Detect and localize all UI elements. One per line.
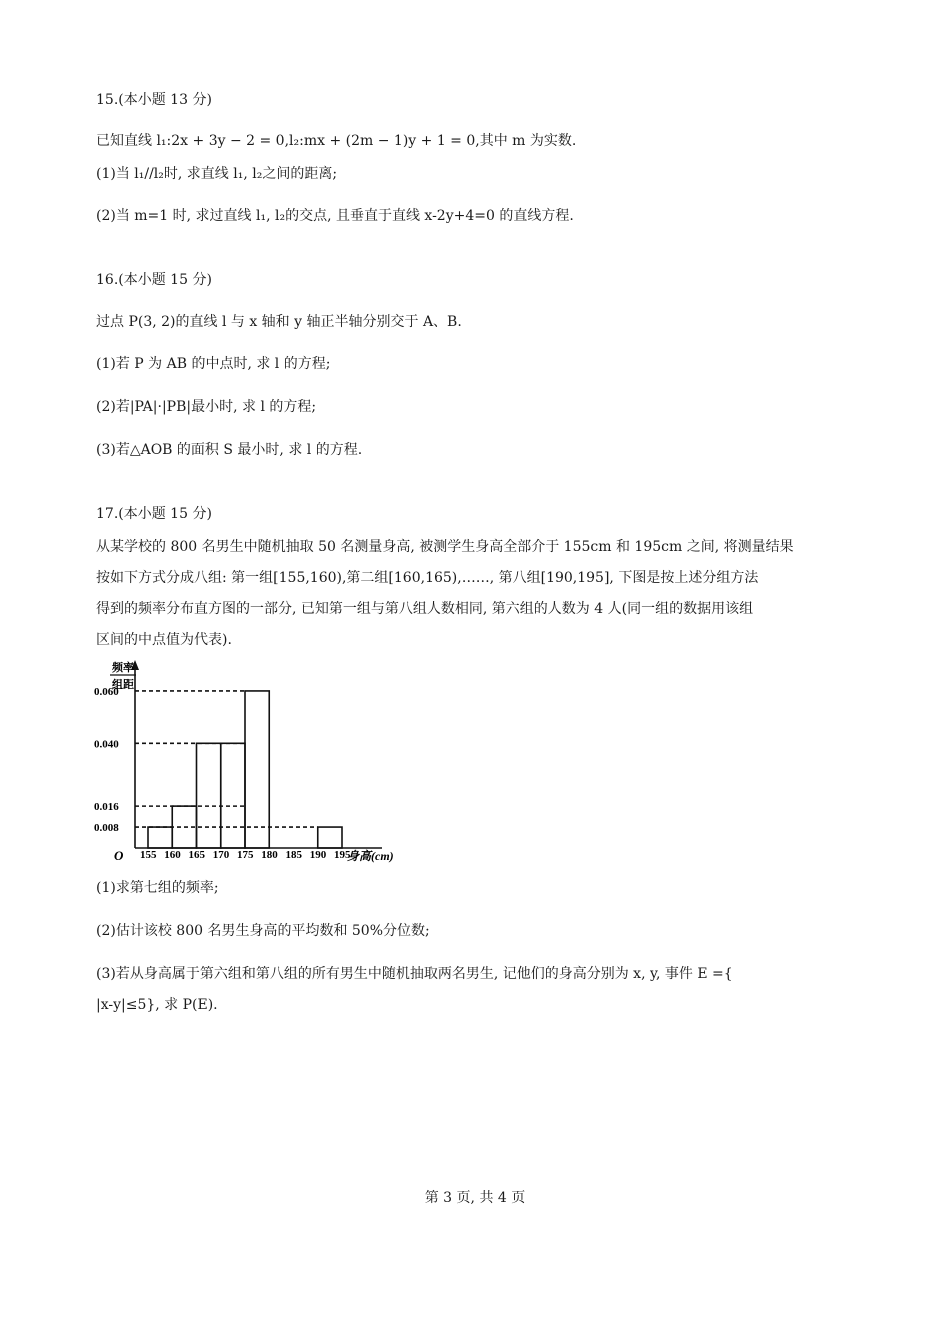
x-tick-label: 165: [188, 849, 205, 861]
x-tick-label: 155: [140, 849, 157, 861]
q16-part2: (2)若|PA|·|PB|最小时, 求 l 的方程;: [96, 399, 317, 415]
q16-header: 16.(本小题 15 分): [96, 272, 212, 288]
q15-part1: (1)当 l₁//l₂时, 求直线 l₁, l₂之间的距离;: [96, 166, 338, 182]
frequency-histogram: [92, 658, 412, 870]
q17-part2: (2)估计该校 800 名男生身高的平均数和 50%分位数;: [96, 923, 430, 939]
y-tick-label: 0.008: [94, 822, 119, 835]
histogram-bar: [318, 827, 342, 848]
q15-part2: (2)当 m=1 时, 求过直线 l₁, l₂的交点, 且垂直于直线 x-2y+4=0 的直线方程.: [96, 208, 574, 224]
q16-stem: 过点 P(3, 2)的直线 l 与 x 轴和 y 轴正半轴分别交于 A、B.: [96, 314, 462, 330]
y-label-top: 频率: [112, 662, 134, 674]
histogram-bar: [197, 743, 221, 848]
x-tick-label: 175: [237, 849, 254, 861]
x-tick-label: 190: [309, 849, 327, 861]
q17-stem-line3: 得到的频率分布直方图的一部分, 已知第一组与第八组人数相同, 第六组的人数为 4 人(同一组的数据用该组: [96, 601, 754, 617]
x-axis-label: 身高(cm): [347, 849, 394, 863]
x-tick-label: 160: [164, 849, 181, 861]
x-tick-label: 185: [285, 849, 302, 861]
q15-header: 15.(本小题 13 分): [96, 92, 212, 108]
x-tick-label: 195: [334, 849, 351, 861]
histogram-bar: [245, 691, 269, 848]
y-tick-label: 0.040: [94, 738, 119, 751]
q17-part3-line2: |x-y|≤5}, 求 P(E).: [96, 997, 218, 1013]
x-tick-label: 180: [261, 849, 278, 861]
q17-header: 17.(本小题 15 分): [96, 506, 212, 522]
page-footer: 第 3 页, 共 4 页: [424, 1190, 526, 1206]
q17-part1: (1)求第七组的频率;: [96, 880, 219, 896]
q16-part3: (3)若△AOB 的面积 S 最小时, 求 l 的方程.: [96, 442, 363, 458]
y-tick-label: 0.016: [94, 801, 119, 814]
q17-stem-line4: 区间的中点值为代表).: [96, 632, 232, 648]
histogram-bar: [148, 827, 172, 848]
y-tick-label: 0.060: [94, 685, 119, 698]
q16-part1: (1)若 P 为 AB 的中点时, 求 l 的方程;: [96, 356, 331, 372]
q17-stem-line2: 按如下方式分成八组: 第一组[155,160),第二组[160,165),……, 第八组[190,195], 下图是按上述分组方法: [96, 570, 759, 586]
y-label-bottom: 组距: [112, 679, 134, 691]
x-tick-label: 170: [212, 849, 230, 861]
q15-stem: 已知直线 l₁:2x + 3y − 2 = 0,l₂:mx + (2m − 1)y + 1 = 0,其中 m 为实数.: [96, 133, 577, 149]
histogram-bar: [221, 743, 245, 848]
origin-label: O: [114, 848, 124, 863]
q17-stem-line1: 从某学校的 800 名男生中随机抽取 50 名测量身高, 被测学生身高全部介于 155cm 和 195cm 之间, 将测量结果: [96, 539, 794, 555]
q17-part3-line1: (3)若从身高属于第六组和第八组的所有男生中随机抽取两名男生, 记他们的身高分别为 x, y, 事件 E ={: [96, 966, 733, 982]
